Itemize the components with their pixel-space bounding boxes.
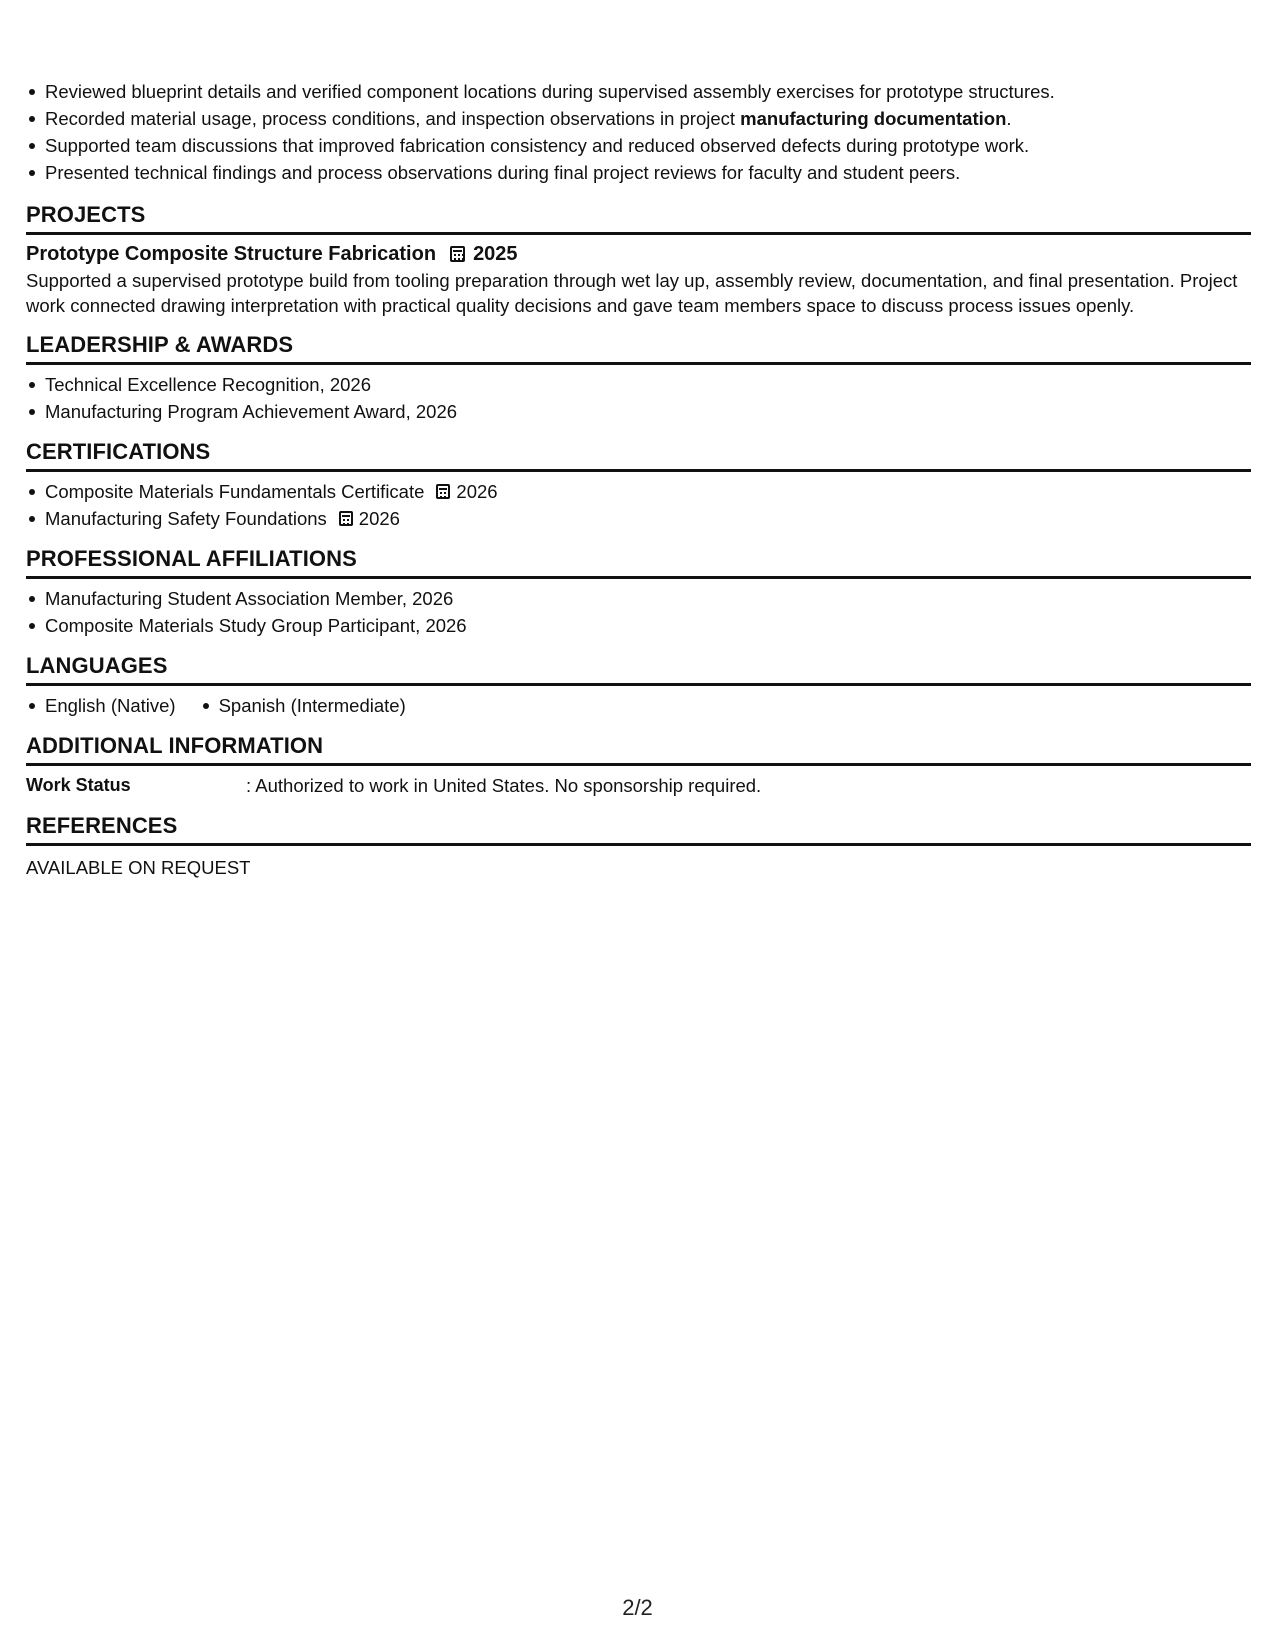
project-heading xyxy=(26,240,1251,268)
list-item: Reviewed blueprint details and verified component locations during supervised assembly exercises for prototype structures. xyxy=(26,78,1251,105)
list-item: Recorded material usage, process conditions, and inspection observations in project manufacturing documentation. xyxy=(26,105,1251,132)
calendar-icon xyxy=(450,246,465,262)
additional-info-section xyxy=(26,733,1251,799)
list-item: Spanish (Intermediate) xyxy=(200,692,406,719)
section-title: REFERENCES xyxy=(26,813,1251,846)
project-name: Prototype Composite Structure Fabrication xyxy=(26,243,437,265)
projects-section xyxy=(26,202,1251,318)
languages-section xyxy=(26,653,1251,719)
bold-phrase: manufacturing documentation xyxy=(740,108,1007,129)
list-item: Technical Excellence Recognition, 2026 xyxy=(26,371,1251,398)
section-title: PROFESSIONAL AFFILIATIONS xyxy=(26,546,1251,579)
section-title: LANGUAGES xyxy=(26,653,1251,686)
leadership-section xyxy=(26,332,1251,425)
list-item: Composite Materials Study Group Participant, 2026 xyxy=(26,612,1251,639)
work-status-value: : Authorized to work in United States. No sponsorship required. xyxy=(246,775,762,796)
resume-page xyxy=(26,78,1251,881)
certifications-section xyxy=(26,439,1251,532)
work-status-label: Work Status xyxy=(26,775,131,795)
list-item: Manufacturing Student Association Member, 2026 xyxy=(26,585,1251,612)
list-item: English (Native) xyxy=(26,692,176,719)
section-title: PROJECTS xyxy=(26,202,1251,235)
section-title: ADDITIONAL INFORMATION xyxy=(26,733,1251,766)
project-description: Supported a supervised prototype build from tooling preparation through wet lay up, assembly review, documentation, and final presentation. Project work connected drawing interpretation with practical quality decisions and gave team members space to discuss process issues openly. xyxy=(26,270,1238,316)
references-section xyxy=(26,813,1251,881)
experience-bullets xyxy=(26,78,1251,186)
list-item: Supported team discussions that improved fabrication consistency and reduced observed defects during prototype work. xyxy=(26,132,1251,159)
section-title: CERTIFICATIONS xyxy=(26,439,1251,472)
list-item: Presented technical findings and process observations during final project reviews for faculty and student peers. xyxy=(26,159,1251,186)
section-title: LEADERSHIP & AWARDS xyxy=(26,332,1251,365)
page-number: 2/2 xyxy=(622,1595,653,1620)
list-item: Manufacturing Safety Foundations 2026 xyxy=(26,505,1251,532)
list-item: Manufacturing Program Achievement Award, 2026 xyxy=(26,398,1251,425)
affiliations-section xyxy=(26,546,1251,639)
references-text: AVAILABLE ON REQUEST xyxy=(26,857,251,878)
calendar-icon xyxy=(436,484,450,499)
project-year: 2025 xyxy=(473,243,518,265)
calendar-icon xyxy=(339,511,353,526)
list-item: Composite Materials Fundamentals Certificate 2026 xyxy=(26,478,1251,505)
